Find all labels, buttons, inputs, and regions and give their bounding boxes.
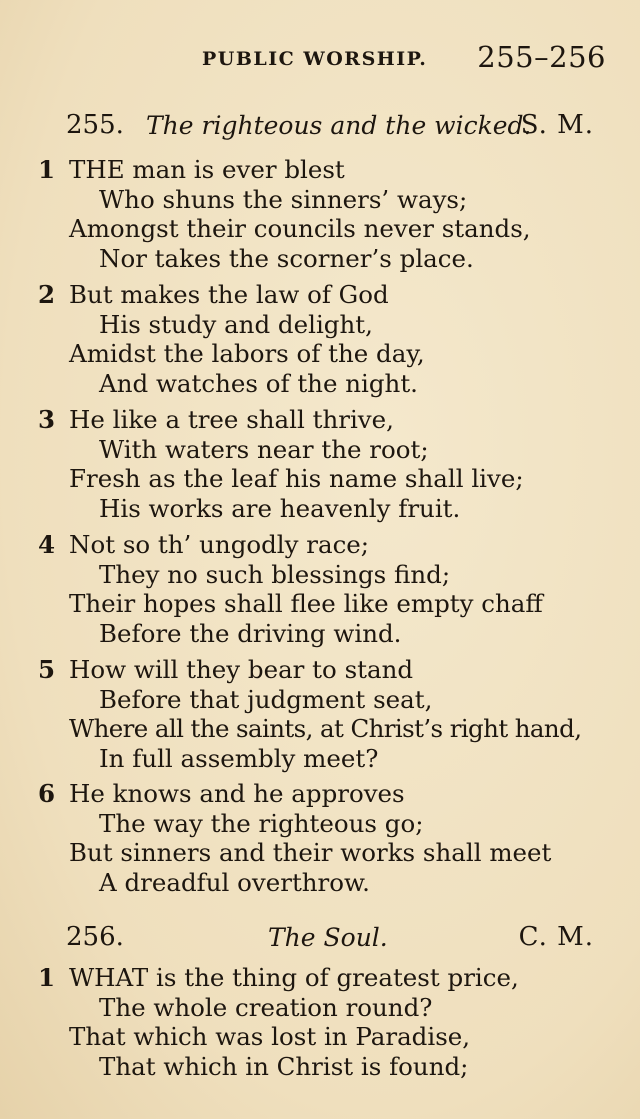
verse-line: With waters near the root; <box>99 434 429 464</box>
hymn-256-heading <box>0 922 640 958</box>
verse-line: But makes the law of God <box>69 280 389 309</box>
verse-line: THE man is ever blest <box>69 155 345 184</box>
verse-line: But sinners and their works shall meet <box>69 838 552 867</box>
verse-line: Before the driving wind. <box>99 618 402 648</box>
verse-line: They no such blessings find; <box>99 559 451 589</box>
verse-line: The way the righteous go; <box>99 808 424 838</box>
verse-line: Nor takes the scorner’s place. <box>99 243 474 273</box>
running-head <box>0 40 640 80</box>
hymn-meter: C. M. <box>518 922 594 952</box>
verse-line: Where all the saints, at Christ’s right hand, <box>69 714 582 743</box>
hymn-255-stanza-5 <box>0 655 640 773</box>
hymn-255-stanza-2 <box>0 280 640 398</box>
hymn-number: 255. <box>66 110 124 140</box>
hymn-255-heading <box>0 110 640 146</box>
verse-number: 1 <box>38 963 56 992</box>
verse-line: That which was lost in Paradise, <box>69 1022 471 1051</box>
verse-line: WHAT is the thing of greatest price, <box>69 963 519 992</box>
hymn-255-stanza-6 <box>0 779 640 897</box>
verse-line: Who shuns the sinners’ ways; <box>99 184 468 214</box>
hymn-title: The Soul. <box>268 923 388 952</box>
verse-line: His study and delight, <box>99 309 373 339</box>
hymn-meter: S. M. <box>520 110 594 140</box>
verse-line: His works are heavenly fruit. <box>99 493 461 523</box>
hymn-255-stanza-4 <box>0 530 640 648</box>
verse-line: Their hopes shall flee like empty chaff <box>69 589 543 618</box>
verse-number: 5 <box>38 655 56 684</box>
verse-number: 1 <box>38 155 56 184</box>
running-head-title: PUBLIC WORSHIP. <box>202 48 428 70</box>
verse-line: Amidst the labors of the day, <box>69 339 425 368</box>
verse-line: He like a tree shall thrive, <box>69 405 394 434</box>
verse-line: Not so th’ ungodly race; <box>69 530 370 559</box>
verse-number: 2 <box>38 280 56 309</box>
verse-line: Before that judgment seat, <box>99 684 433 714</box>
verse-line: In full assembly meet? <box>99 743 379 773</box>
verse-number: 3 <box>38 405 56 434</box>
hymn-number: 256. <box>66 922 124 952</box>
hymn-255-stanza-3 <box>0 405 640 523</box>
verse-line: A dreadful overthrow. <box>99 867 370 897</box>
hymn-title: The righteous and the wicked. <box>146 111 532 140</box>
verse-line: Amongst their councils never stands, <box>69 214 531 243</box>
verse-line: That which in Christ is found; <box>99 1051 469 1081</box>
verse-line: Fresh as the leaf his name shall live; <box>69 464 524 493</box>
verse-line: He knows and he approves <box>69 779 405 808</box>
hymn-255-stanza-1 <box>0 155 640 273</box>
verse-line: How will they bear to stand <box>69 655 414 684</box>
verse-line: And watches of the night. <box>99 368 418 398</box>
running-head-page-numbers: 255–256 <box>477 40 606 74</box>
verse-number: 4 <box>38 530 56 559</box>
verse-number: 6 <box>38 779 56 808</box>
hymn-256-stanza-1 <box>0 963 640 1081</box>
verse-line: The whole creation round? <box>99 992 433 1022</box>
